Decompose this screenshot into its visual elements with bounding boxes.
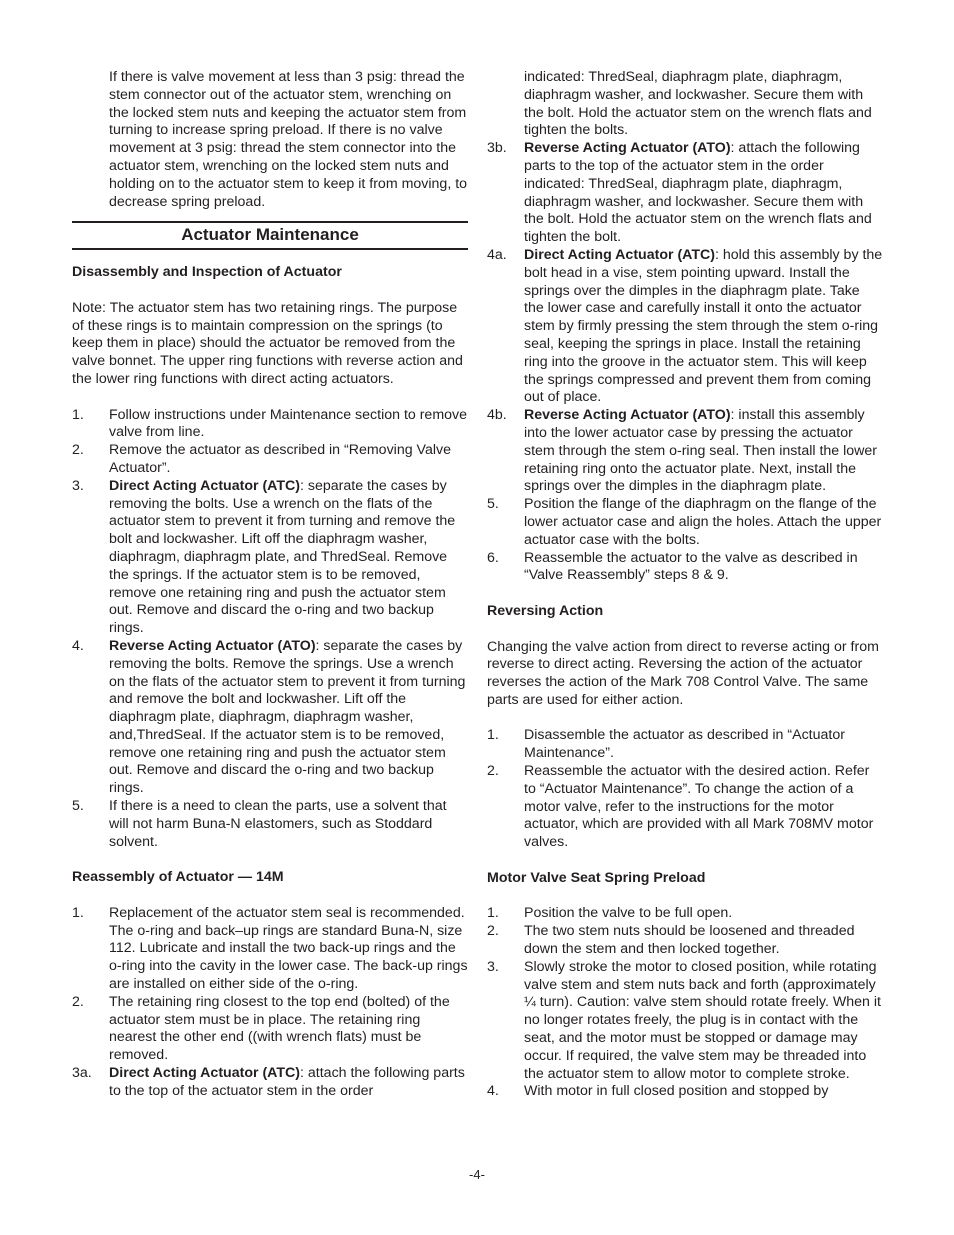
list-item [487, 140, 883, 247]
step-number: 2. [72, 442, 84, 459]
step-text: : attach the following parts to the top of the actuator stem in the order indicated: ThredSeal, diaphragm plate, diaphragm, diaphragm washer, and lockwasher. Secure them with the bolt. Hold the actuator stem on the wrench flats and tighten the bolt. [524, 140, 872, 246]
intro-paragraph: If there is valve movement at less than 3 psig: thread the stem connector out of the actuator stem, wrenching on the locked stem nuts and keeping the actuator stem from turning to increase spring preload. If there is no valve movement at 3 psig: thread the stem connector into the actuator stem, wrenching on the locked stem nuts and holding on to the actuator stem to keep it from moving, to decrease spring preload. [109, 69, 468, 210]
list-item [72, 638, 468, 798]
step-number: 3b. [487, 140, 507, 157]
step-number: 2. [72, 993, 84, 1010]
step-text: : attach the following parts to the top of the actuator stem in the order [109, 1065, 465, 1099]
list-item [487, 763, 883, 852]
step-bold-label: Direct Acting Actuator (ATC) [109, 477, 301, 494]
step-number: 1. [487, 905, 499, 922]
step-text: : install this assembly into the lower actuator case by pressing the actuator stem through the stem o-ring seal. Then install the lower retaining ring onto the actuator plate. Next, install the springs over the dimples in the diaphragm plate. [524, 407, 878, 495]
list-item [487, 496, 883, 549]
step-number: 3a. [72, 1065, 92, 1082]
step-bold-label: Direct Acting Actuator (ATC) [524, 246, 716, 263]
step-number: 5. [487, 496, 499, 513]
list-item [72, 994, 468, 1065]
step-text: : hold this assembly by the bolt head in a vise, stem pointing upward. Install the springs over the dimples in the diaphragm plate. Take the lower case and carefully install it onto the actuator stem by firmly pressing the stem through the stem o-ring seal, keeping the springs in place. Install the retaining ring into the groove in the actuator stem. This will keep the springs compressed and prevent them from coming out of place. [524, 246, 883, 406]
reassembly-steps-continued [487, 140, 883, 585]
step-number: 1. [72, 406, 84, 423]
list-item [72, 442, 468, 478]
step-text: Reassemble the actuator with the desired action. Refer to “Actuator Maintenance”. To change the action of a motor valve, refer to the instructions for the motor actuator, which are provided with all Mark 708MV motor valves. [524, 763, 874, 851]
step-text: Replacement of the actuator stem seal is recommended. The o-ring and back–up rings are standard Buna-N, size 112. Lubricate and install the two back-up rings and the o-ring into the cavity in the lower case. The back-up rings are installed on either side of the o-ring. [109, 904, 468, 993]
step-number: 6. [487, 549, 499, 566]
step-number: 1. [487, 727, 499, 744]
continued-paragraph: indicated: ThredSeal, diaphragm plate, diaphragm, diaphragm washer, and lockwasher. Secure them with the bolt. Hold the actuator stem on the wrench flats and tighten the bolts. [524, 69, 872, 139]
step-number: 5. [72, 798, 84, 815]
list-item [487, 727, 883, 763]
step-number: 4a. [487, 246, 507, 263]
list-item [487, 923, 883, 959]
step-text: Remove the actuator as described in “Removing Valve Actuator”. [109, 442, 451, 476]
list-item [72, 407, 468, 443]
step-number: 4b. [487, 407, 507, 424]
step-bold-label: Direct Acting Actuator (ATC) [109, 1065, 301, 1082]
step-text: The two stem nuts should be loosened and threaded down the stem and then locked together. [524, 923, 855, 958]
page-number: -4- [469, 1167, 485, 1182]
step-text: Position the flange of the diaphragm on the flange of the lower actuator case and align the holes. Attach the upper actuator case with the bolts. [524, 496, 882, 548]
step-number: 3. [72, 477, 84, 494]
step-text: Disassemble the actuator as described in “Actuator Maintenance”. [524, 727, 845, 762]
list-item [72, 798, 468, 851]
motor-steps [487, 905, 883, 1101]
step-number: 1. [72, 904, 84, 921]
step-text: : separate the cases by removing the bolts. Use a wrench on the flats of the actuator stem to prevent it from turning and remove the bolt and lockwasher. Lift off the diaphragm washer, diaphragm, diaphragm plate, and ThredSeal. Remove the springs. If the actuator stem is to be removed, remove one retaining ring and push the actuator stem out. Remove and discard the o-ring and two backup rings. [109, 477, 456, 637]
step-text: : separate the cases by removing the bolts. Remove the springs. Use a wrench on the flats of the actuator stem to prevent it from turning and remove the bolt and lockwasher. Lift off the diaphragm plate, diaphragm, diaphragm washer, and,ThredSeal. If the actuator stem is to be removed, remove one retaining ring and push the actuator stem out. Remove and discard the o-ring and two backup rings. [109, 637, 466, 797]
step-text: Reassemble the actuator to the valve as described in “Valve Reassembly” steps 8 & 9. [524, 549, 858, 584]
list-item [487, 407, 883, 496]
right-column [487, 69, 883, 1101]
list-item [72, 478, 468, 638]
motor-heading: Motor Valve Seat Spring Preload [487, 869, 706, 886]
reversing-heading: Reversing Action [487, 602, 604, 619]
step-bold-label: Reverse Acting Actuator (ATO) [524, 140, 731, 157]
step-text: Position the valve to be full open. [524, 905, 733, 922]
list-item [487, 1083, 883, 1101]
list-item [487, 905, 883, 923]
step-text: Slowly stroke the motor to closed position, while rotating valve stem and stem nuts back and forth (approximately ¼ turn). Caution: valve stem should rotate freely. When it no longer rotates freely, the plug is in contact with the seat, and the motor must be stopped or damage may occur. If required, the valve stem may be threaded into the actuator stem to allow motor to complete stroke. [524, 958, 881, 1082]
step-number: 3. [487, 958, 499, 975]
step-text: The retaining ring closest to the top end (bolted) of the actuator stem must be in place. The retaining ring nearest the other end ((with wrench flats) must be removed. [109, 993, 450, 1064]
step-text: Follow instructions under Maintenance section to remove valve from line. [109, 406, 468, 441]
reversing-steps [487, 727, 883, 852]
list-item [487, 959, 883, 1084]
left-column [72, 69, 468, 1101]
step-number: 2. [487, 923, 499, 940]
list-item [487, 550, 883, 586]
step-number: 4. [72, 637, 84, 654]
step-text: If there is a need to clean the parts, use a solvent that will not harm Buna-N elastomers, such as Stoddard solvent. [109, 798, 447, 850]
step-bold-label: Reverse Acting Actuator (ATO) [109, 637, 316, 654]
disassembly-heading: Disassembly and Inspection of Actuator [72, 264, 342, 281]
step-number: 4. [487, 1083, 499, 1100]
reversing-paragraph: Changing the valve action from direct to reverse acting or from reverse to direct acting. Reversing the action of the actuator reverses the action of the Mark 708 Control Valve. The same parts are used for either action. [487, 638, 879, 708]
step-text: With motor in full closed position and stopped by [524, 1083, 829, 1100]
reassembly-heading: Reassembly of Actuator — 14M [72, 869, 284, 886]
list-item [72, 1065, 468, 1101]
disassembly-steps [72, 407, 468, 852]
step-bold-label: Reverse Acting Actuator (ATO) [524, 407, 731, 424]
list-item [72, 905, 468, 994]
note-paragraph: Note: The actuator stem has two retaining rings. The purpose of these rings is to maintain compression on the springs (to keep them in place) should the actuator be removed from the valve bonnet. The upper ring functions with reverse action and the lower ring functions with direct acting actuators. [72, 299, 463, 387]
list-item [487, 247, 883, 407]
reassembly-steps [72, 905, 468, 1101]
step-number: 2. [487, 763, 499, 780]
section-title: Actuator Maintenance [72, 221, 468, 250]
